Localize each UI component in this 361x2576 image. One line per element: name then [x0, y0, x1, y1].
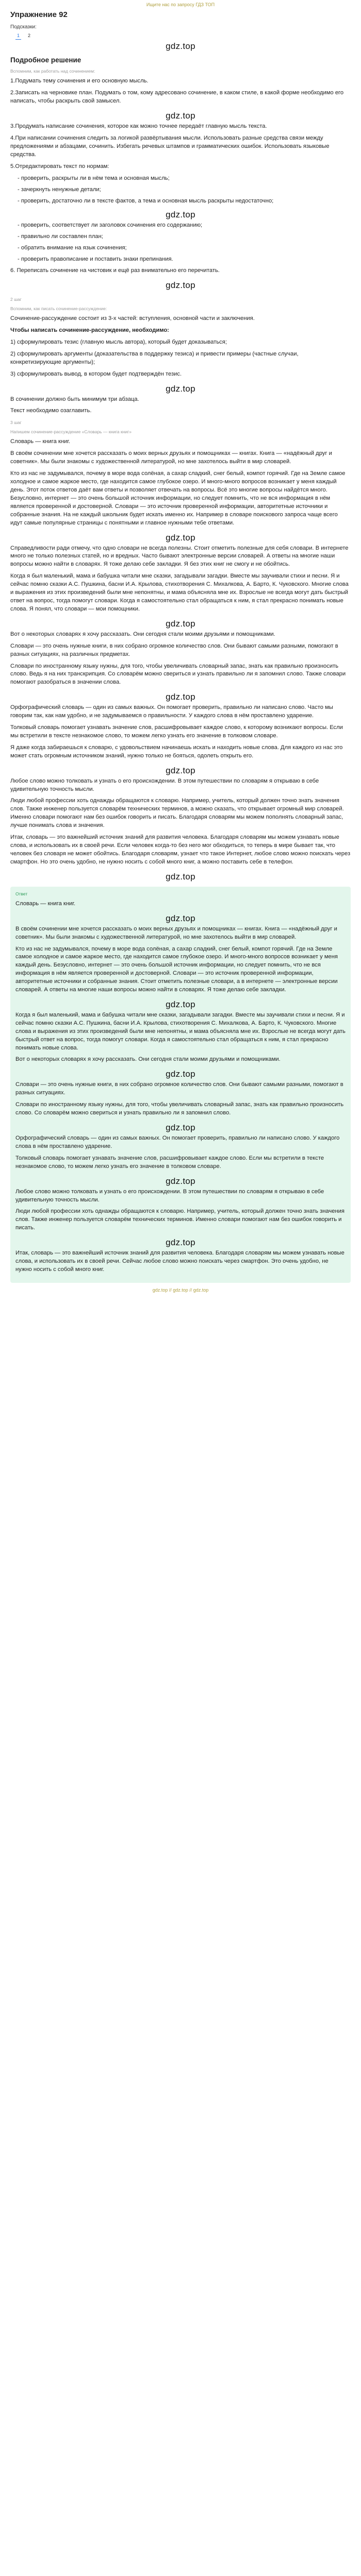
pager-page-1[interactable]: 1	[15, 32, 21, 40]
block2-intro: Вспомним, как писать сочинение-рассуждение:	[10, 306, 107, 312]
answer-paragraph: В своём сочинении мне хочется рассказать о моих верных друзьях и помощниках — книгах. Книга — «надёжный друг и советник». Мы были знакомы с художественной литературой, но мне захотелось выйти в мир словарей.	[15, 925, 337, 940]
check-item: - правильно ли составлен план;	[18, 233, 103, 240]
check-item: - проверить, достаточно ли в тексте фактов, а тема и основная мысль раскрыты недостаточно;	[18, 197, 274, 204]
essay-title: Словарь — книга книг.	[10, 438, 71, 445]
essay-paragraph: Кто из нас не задумывался, почему в море вода солёная, а сахар сладкий, снег белый, компот горячий. Где на Земле самое холодное и самое жаркое место, где находится самое глубокое озеро. И много-много вопросов возникает у меня каждый день. Этот поток ответов даёт вам ответы и позволяет отвечать на вопросы. Всё это многие вопросы найдётся много. Безусловно, интернет — это очень большой источник информации, но следует помнить, что не вся информация в нём является проверенной и достоверной. Словари — это источник проверенной информации, авторитетные источники и собранные знания. На не каждый школьник будет искать именно их. Например в словаре поискового запроса чаще всего идут самые популярные страницы с понятными и главное нужными тебе ответами.	[10, 470, 346, 526]
footer-watermark-line: gdz.top // gdz.top // gdz.top	[152, 1287, 209, 1293]
essay-paragraph: Люди любой профессии хоть однажды обращаются к словарю. Например, учитель, который должен точно знать значения слов. Также инженер пользуется словарём технических терминов, а можно сказать, что открывает огромный мир словарей. Именно словари помогают нам без ошибок говорить и писать. Благодаря словарям мы можем пополнять словарный запас, лучше понимать слова и значения.	[10, 798, 344, 829]
essay-paragraph: Любое слово можно толковать и узнать о его происхождении. В этом путешествии по словарям я открываю в себе удивительную точность мысли.	[10, 777, 319, 792]
reasoning-note: В сочинении должно быть минимум три абзаца.	[10, 396, 139, 402]
block2-bold: Чтобы написать сочинение-рассуждение, необходимо:	[10, 327, 169, 333]
watermark: gdz.top	[166, 1069, 195, 1079]
step-2: 2.Записать на черновике план. Подумать о том, кому адресовано сочинение, в каком стиле, в какой форме необходимо его написать, чтобы раскрыть свой замысел.	[10, 90, 344, 105]
check-item: - зачеркнуть ненужные детали;	[18, 186, 101, 193]
watermark: gdz.top	[166, 999, 195, 1009]
answer-tag: Ответ	[15, 891, 28, 896]
essay-paragraph: В своём сочинении мне хочется рассказать о моих верных друзьях и помощниках — книгах. Книга — «надёжный друг и советник». Мы были знакомы с художественной литературой, но мне захотелось выйти в мир словарей.	[10, 450, 332, 465]
watermark: gdz.top	[166, 532, 195, 543]
watermark: gdz.top	[166, 1176, 195, 1186]
step-6: 6. Переписать сочинение на чистовик и ещё раз внимательно его перечитать.	[10, 267, 220, 274]
reasoning-step: 2) сформулировать аргументы (доказательства в поддержку тезиса) и привести примеры (частные случаи, конкретизирующие аргументы);	[10, 350, 299, 365]
check-item: - обратить внимание на язык сочинения;	[18, 245, 127, 251]
answer-paragraph: Когда я был маленький, мама и бабушка читали мне сказки, загадывали загадки. Вместе мы заучивали стихи и песни. Я и сейчас помню сказки А.С. Пушкина, басни И.А. Крылова, стихотворения С. Михалкова, А. Барто, К. Чуковского. Многие слова и выражения из этих произведений были мне непонятны, и мама объясняла мне их. Взрослые не всегда могут дать быстрый ответ на вопрос, тогда помогут словари. Когда я самостоятельно стал обращаться к ним, я стал прекрасно понимать новые слова.	[15, 1011, 346, 1051]
exercise-title: Упражнение 92	[10, 10, 68, 19]
reasoning-step: 1) сформулировать тезис (главную мысль автора), который будет доказываться;	[10, 338, 227, 345]
pager	[15, 32, 351, 40]
step-1: 1.Подумать тему сочинения и его основную мысль.	[10, 78, 149, 84]
answer-paragraph: Кто из нас не задумывался, почему в море вода солёная, а сахар сладкий, снег белый, компот горячий. Где на Земле самое холодное и самое жаркое место, где находится самое глубокое озеро. И много-много вопросов возникает у меня каждый день. Безусловно, интернет — это очень большой источник информации, но следует помнить, что не вся информация в нём является проверенной и достоверной. Словари — это источник проверенной информации, авторитетные источники и собранные знания. Стоит отметить полезные словари, а в интернете — электронные версии словарей. А ответы на многие наши вопросы можно найти в словарях. Я тоже делаю себе закладки.	[15, 945, 338, 993]
essay-paragraph: Справедливости ради отмечу, что одно словари не всегда полезны. Стоит отметить полезные для себя словари. В интернете много не только полезных статей, но и вредных. Часто бывают электронные версии словарей. А ответы на многие наши вопросы можно найти в словарях. Я тоже делаю себе закладки. Я без этих книг не смогу и не обойтись.	[10, 545, 349, 568]
step-3: 3.Продумать написание сочинения, которое как можно точнее передаёт главную мысль текста.	[10, 123, 267, 130]
essay-paragraph: Орфографический словарь — один из самых важных. Он помогает проверить, правильно ли написано слово. Часто мы говорим так, как нам удобно, и не задумываемся о правильности. У каждого слова в нём проставлено ударение.	[10, 704, 333, 719]
essay-paragraph: Когда я был маленький, мама и бабушка читали мне сказки, загадывали загадки. Вместе мы заучивали стихи и песни. Я и сейчас помню сказки А.С. Пушкина, басни И.А. Крылова, стихотворения С. Михалкова, А. Барто, К. Чуковского. Многие слова и выражения из этих произведений были мне непонятны, и мама объясняла мне их. Взрослые не всегда могут дать быстрый ответ на вопрос, тогда помогут словари. Когда я самостоятельно стал обращаться к ним, я стал прекрасно понимать новые слова. Я понял, что словари — мои помощники.	[10, 573, 349, 612]
watermark: gdz.top	[166, 1123, 195, 1132]
watermark: gdz.top	[166, 111, 195, 121]
block3-title-label: Напишем сочинение-рассуждение «Словарь — книга книг»	[10, 429, 132, 435]
section-title: Подробное решение	[10, 56, 81, 64]
essay-paragraph: Я даже когда забираешься к словарю, с удовольствием начинаешь искать и находить новые слова. Для каждого из нас это может стать огромным источником знаний, нужно только не бояться, одолеть открыть его.	[10, 744, 343, 759]
watermark: gdz.top	[166, 765, 195, 775]
check-item: - проверить, раскрыты ли в нём тема и основная мысль;	[18, 175, 170, 181]
reasoning-step: 3) сформулировать вывод, в котором будет подтверждён тезис.	[10, 370, 182, 377]
watermark: gdz.top	[166, 280, 195, 290]
answer-paragraph: Словари по иностранному языку нужны, для того, чтобы увеличивать словарный запас, знать как правильно произносить слово. Со словарём можно свериться и узнать правильно ли я запомнил слово.	[15, 1101, 344, 1116]
step-4: 4.При написании сочинения следить за логикой развёртывания мысли. Использовать разные средства связи между предложениями и абзацами, сочинить. Избегать речевых штампов и грамматических ошибок. Использовать языковые средства.	[10, 135, 330, 158]
watermark: gdz.top	[166, 383, 195, 394]
check-item: - проверить, соответствует ли заголовок сочинения его содержанию;	[18, 222, 203, 229]
essay	[10, 438, 351, 883]
answer-box	[10, 887, 351, 1283]
answer-paragraph: Люди любой профессии хоть однажды обращаются к словарю. Например, учитель, который должен точно знать значения слов. Также инженер пользуется словарём технических терминов. Именно словари помогают нам без ошибок говорить и писать.	[15, 1208, 344, 1231]
essay-paragraph: Словари — это очень нужные книги, в них собрано огромное количество слов. Они бывают самыми разными, помогают в разных ситуациях, на различных предметах.	[10, 642, 338, 657]
answer-title: Словарь — книга книг.	[15, 900, 76, 907]
block2-label: 2 шаг	[10, 296, 22, 302]
essay-paragraph: Словари по иностранному языку нужны, для того, чтобы увеличивать словарный запас, знать как правильно произносить слово. Ведь я на них транскрипция. Со словарём можно свериться и узнать правильно ли я запомнил слово. Также словари помогают разобраться в значении слова.	[10, 663, 346, 686]
text-ready: Текст необходимо озаглавить.	[10, 408, 92, 414]
watermark: gdz.top	[166, 210, 195, 220]
block2-text: Сочинение-рассуждение состоит из 3-х частей: вступления, основной части и заключения.	[10, 315, 255, 322]
answer-paragraph: Словари — это очень нужные книги, в них собрано огромное количество слов. Они бывают самыми разными, помогают в разных ситуациях.	[15, 1081, 343, 1096]
watermark: gdz.top	[166, 692, 195, 702]
watermark: gdz.top	[166, 41, 195, 52]
watermark: gdz.top	[166, 618, 195, 629]
condition-label: Подсказки:	[10, 24, 37, 30]
block1-label: Вспомним, как работать над сочинением:	[10, 69, 95, 74]
top-search-link[interactable]: Ищите нас по запросу ГДЗ ТОП	[146, 2, 215, 7]
watermark: gdz.top	[166, 913, 195, 923]
essay-paragraph: Итак, словарь — это важнейший источник знаний для развития человека. Благодаря словарям мы можем узнавать новые слова, и использовать их в своей речи. Если человек когда-то без него мог обходиться, то теперь в мире бывает так, что человек без словаря не может обойтись. Благодаря словарям, узнает что такое Интернет, любое слово можно поискать через смартфон. Но это очень удобно, не нужно носить с собой много книг, а можно поставить себе в телефон.	[10, 834, 351, 865]
answer-paragraph: Итак, словарь — это важнейший источник знаний для развития человека. Благодаря словарям мы можем узнавать новые слова, и использовать их в своей речи. Сейчас любое слово можно поискать через смартфон. Это очень удобно, не нужно носить с собой много книг.	[15, 1250, 344, 1273]
essay-paragraph: Вот о некоторых словарях я хочу рассказать. Они сегодня стали моими друзьями и помощниками.	[10, 631, 275, 637]
answer-paragraph: Вот о некоторых словарях я хочу рассказать. Они сегодня стали моими друзьями и помощниками.	[15, 1056, 281, 1063]
essay-paragraph: Толковый словарь помогает узнавать значение слов, расшифровывает каждое слово, к которому возникают вопросы. Если мы встретили в тексте незнакомое слово, то можем легко узнать его значение в толковом словаре.	[10, 724, 343, 739]
step-5: 5.Отредактировать текст по нормам:	[10, 163, 109, 170]
check-item: - проверить правописание и поставить знаки препинания.	[18, 256, 173, 263]
answer-paragraph: Любое слово можно толковать и узнать о его происхождении. В этом путешествии по словарям я открываю в себе удивительную точность мысли.	[15, 1188, 324, 1203]
block3-label: 3 шаг	[10, 420, 22, 426]
answer-paragraph: Орфографический словарь — один из самых важных. Он помогает проверить, правильно ли написано слово. У каждого слова в нём проставлено ударение.	[15, 1135, 340, 1149]
watermark: gdz.top	[166, 871, 195, 882]
watermark: gdz.top	[166, 1238, 195, 1248]
pager-page-2[interactable]: 2	[28, 33, 31, 39]
answer-paragraph: Толковый словарь помогает узнавать значение слов, расшифровывает каждое слово. Если мы встретили в тексте незнакомое слово, то можем легко узнать его значение в толковом словаре.	[15, 1155, 324, 1170]
